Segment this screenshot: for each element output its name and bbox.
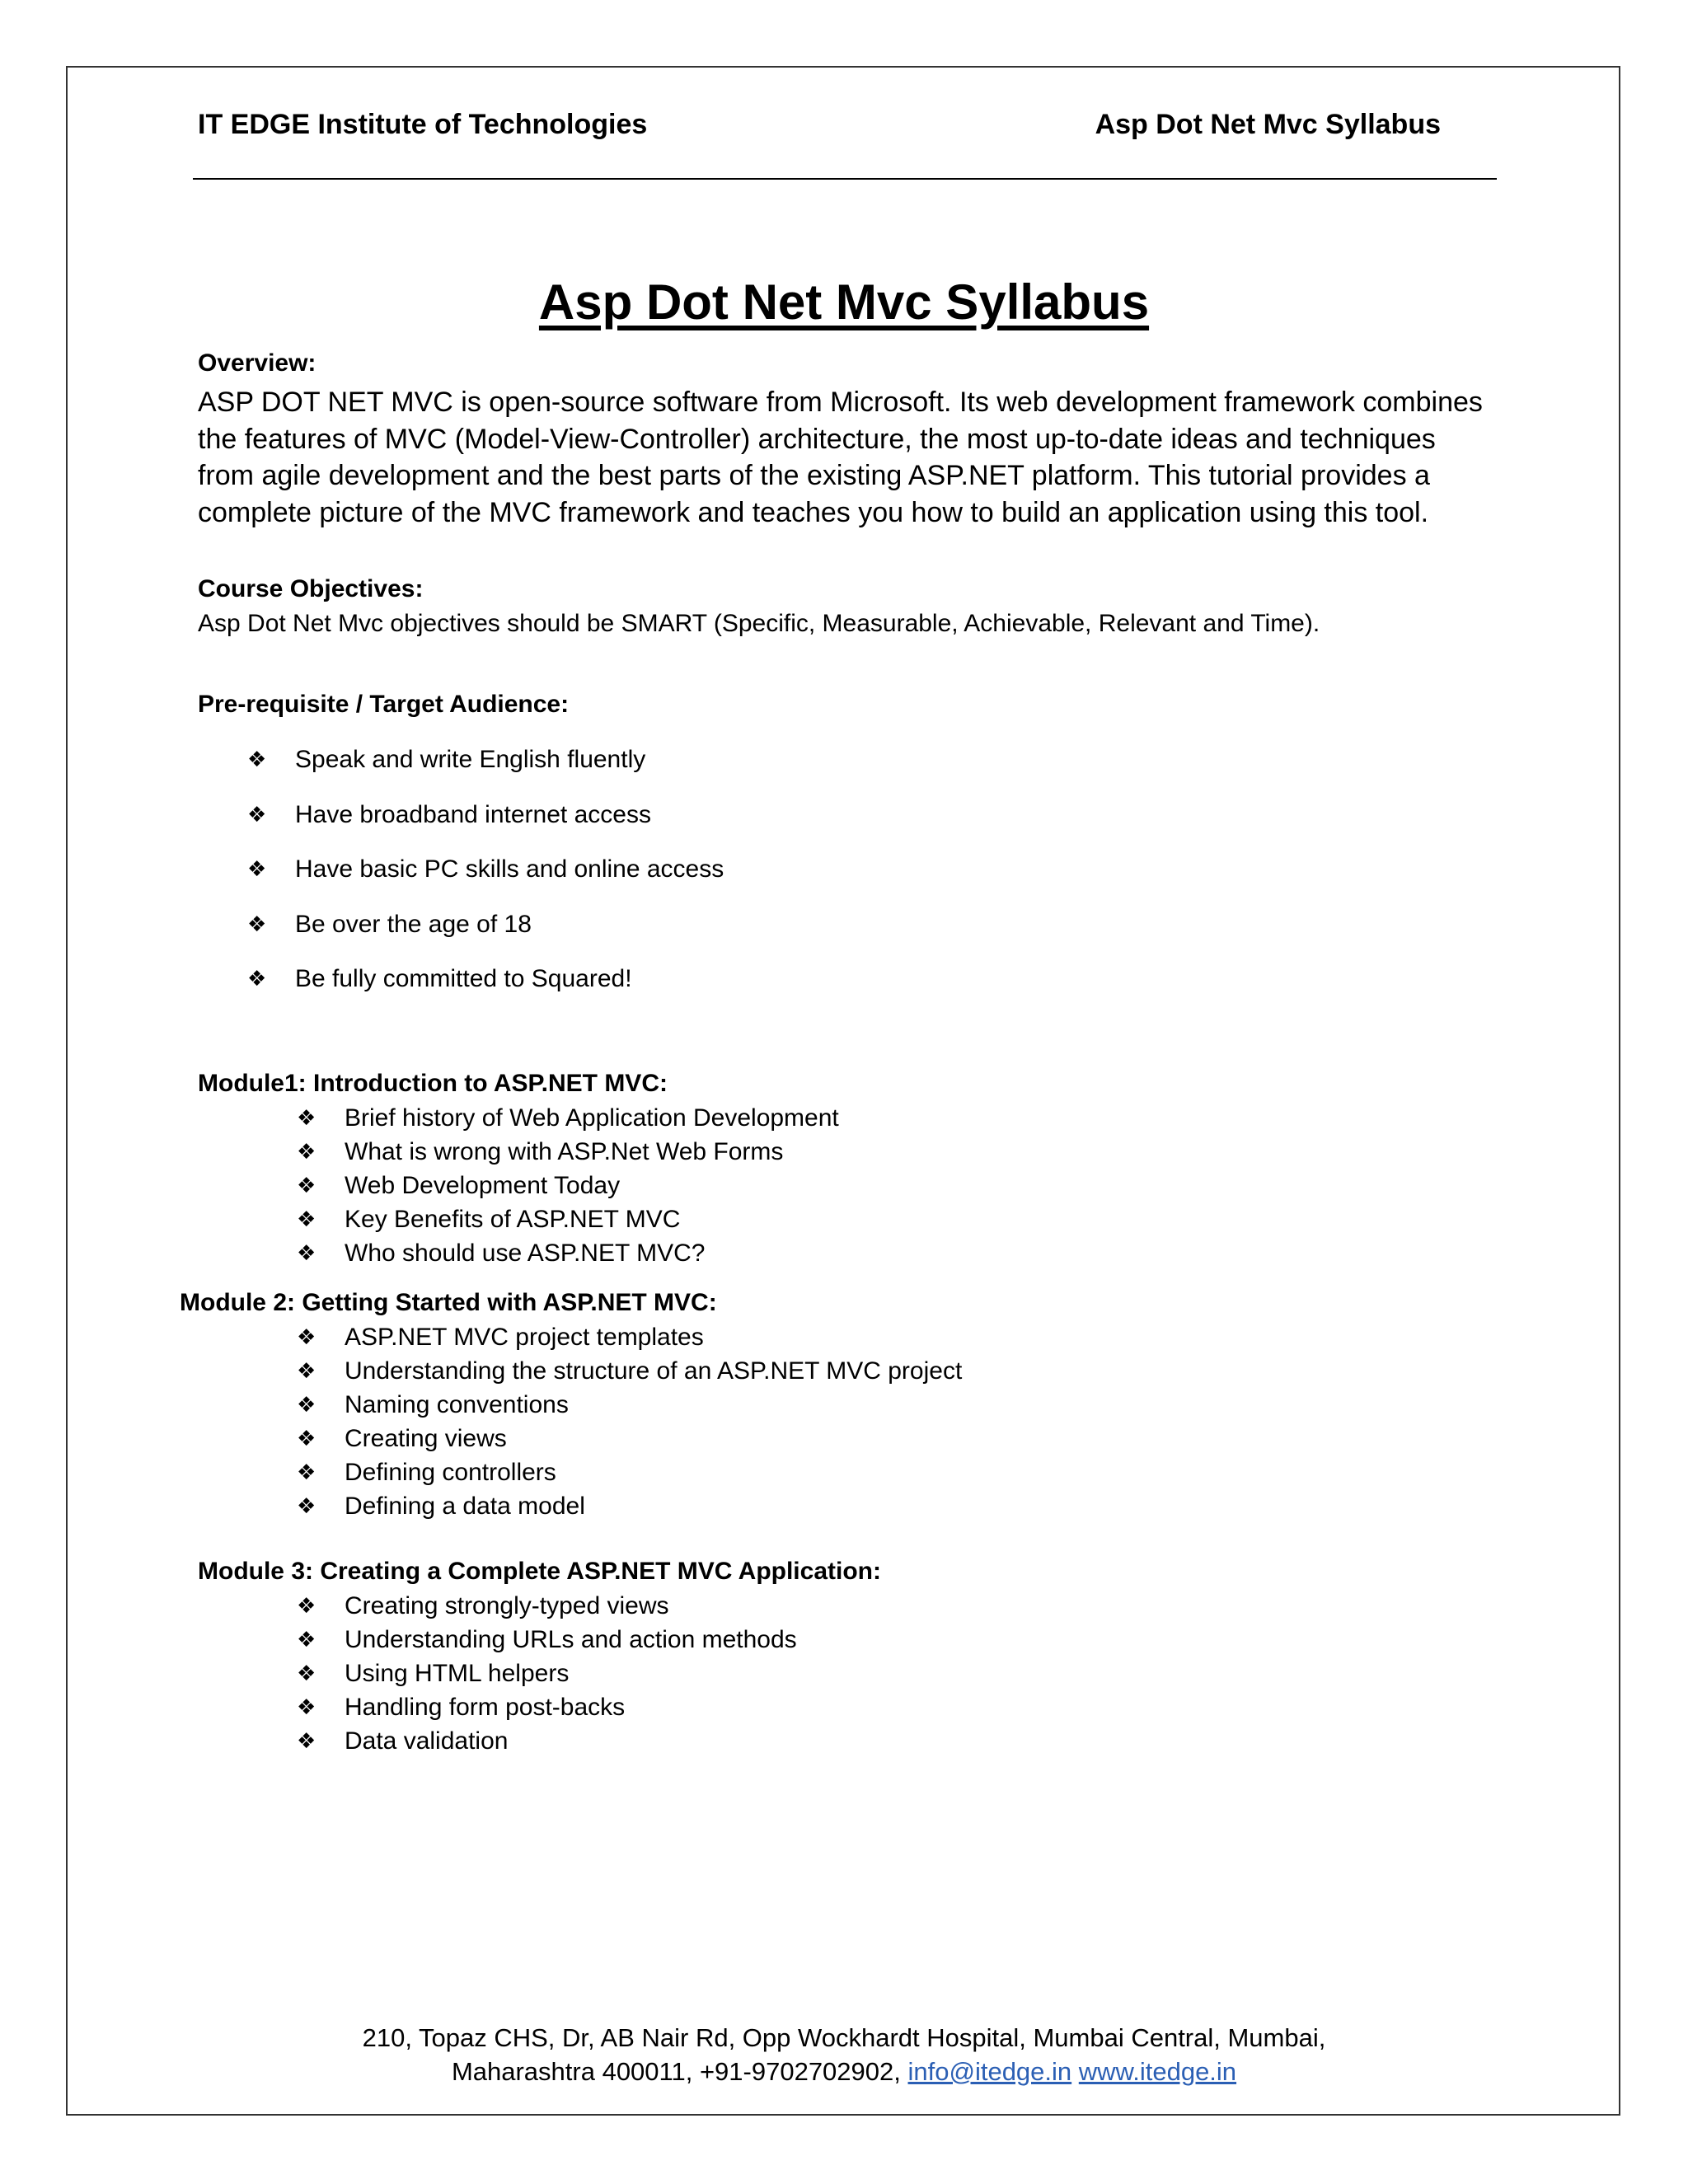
overview-line: the features of MVC (Model-View-Controller) architecture, the most up-to-date ideas and techniques [198,423,1436,455]
bullet-icon: ❖ [297,1427,316,1451]
objectives-label: Course Objectives: [198,575,424,602]
list-item: ❖ Using HTML helpers [345,1658,797,1692]
module-3-list [297,1591,797,1760]
objectives-text: Asp Dot Net Mvc objectives should be SMART (Specific, Measurable, Achievable, Relevant and Time). [198,610,1320,637]
list-item: ❖ Defining controllers [345,1457,962,1491]
footer-line-2 [0,2055,1688,2088]
module-1-list [297,1103,839,1272]
list-item: ❖ Who should use ASP.NET MVC? [345,1238,839,1272]
list-item: ❖ ASP.NET MVC project templates [345,1322,962,1356]
list-item: ❖ Defining a data model [345,1491,962,1525]
header-divider [193,178,1497,180]
overview-line: ASP DOT NET MVC is open-source software from Microsoft. Its web development framework combines [198,387,1483,418]
prerequisites-list [247,745,724,1019]
header-institute-name: IT EDGE Institute of Technologies [198,109,648,140]
list-item: ❖ Naming conventions [345,1390,962,1423]
list-item: ❖ Handling form post-backs [345,1692,797,1726]
bullet-icon: ❖ [247,802,267,827]
list-item: ❖ Creating strongly-typed views [345,1591,797,1624]
overview-label: Overview: [198,349,316,377]
list-item: ❖ Have broadband internet access [247,800,651,828]
list-item: ❖ Creating views [345,1423,962,1457]
bullet-icon: ❖ [297,1729,316,1754]
list-item: ❖ Be over the age of 18 [247,910,532,938]
website-link[interactable]: www.itedge.in [1078,2057,1237,2086]
bullet-icon: ❖ [297,1359,316,1384]
module-3-title: Module 3: Creating a Complete ASP.NET MVC Application: [198,1558,881,1585]
email-link[interactable]: info@itedge.in [907,2057,1072,2086]
overview-line: complete picture of the MVC framework and teaches you how to build an application using this tool. [198,496,1429,528]
footer-address [0,2021,1688,2088]
prerequisites-label: Pre-requisite / Target Audience: [198,691,570,718]
bullet-icon: ❖ [247,967,267,991]
bullet-icon: ❖ [297,1106,316,1131]
bullet-icon: ❖ [297,1661,316,1686]
header-document-title: Asp Dot Net Mvc Syllabus [1095,109,1441,140]
bullet-icon: ❖ [297,1207,316,1232]
overview-line: from agile development and the best parts of the existing ASP.NET platform. This tutorial provides a [198,460,1430,491]
list-item: ❖ Understanding the structure of an ASP.NET MVC project [345,1356,962,1390]
bullet-icon: ❖ [297,1695,316,1720]
bullet-icon: ❖ [297,1174,316,1198]
module-1-title: Module1: Introduction to ASP.NET MVC: [198,1070,668,1097]
footer-contact: Maharashtra 400011, +91-9702702902, [451,2057,908,2086]
bullet-icon: ❖ [247,748,267,772]
overview-paragraph [198,384,1517,531]
module-2-title: Module 2: Getting Started with ASP.NET MVC: [180,1289,717,1316]
bullet-icon: ❖ [297,1241,316,1266]
list-item: ❖ What is wrong with ASP.Net Web Forms [345,1137,839,1170]
bullet-icon: ❖ [297,1494,316,1519]
list-item: ❖ Data validation [345,1726,797,1760]
list-item: ❖ Be fully committed to Squared! [247,965,632,992]
bullet-icon: ❖ [297,1594,316,1619]
list-item: ❖ Brief history of Web Application Development [345,1103,839,1137]
bullet-icon: ❖ [297,1325,316,1350]
list-item: ❖ Key Benefits of ASP.NET MVC [345,1204,839,1238]
page-title: Asp Dot Net Mvc Syllabus [538,274,1150,330]
list-item: ❖ Speak and write English fluently [247,746,646,773]
bullet-icon: ❖ [297,1140,316,1165]
bullet-icon: ❖ [247,857,267,882]
bullet-icon: ❖ [247,912,267,937]
list-item: ❖ Understanding URLs and action methods [345,1624,797,1658]
bullet-icon: ❖ [297,1460,316,1485]
list-item: ❖ Web Development Today [345,1170,839,1204]
module-2-list [297,1322,963,1525]
list-item: ❖ Have basic PC skills and online access [247,855,724,883]
bullet-icon: ❖ [297,1393,316,1418]
footer-line-1: 210, Topaz CHS, Dr, AB Nair Rd, Opp Wockhardt Hospital, Mumbai Central, Mumbai, [362,2023,1326,2052]
bullet-icon: ❖ [297,1628,316,1652]
